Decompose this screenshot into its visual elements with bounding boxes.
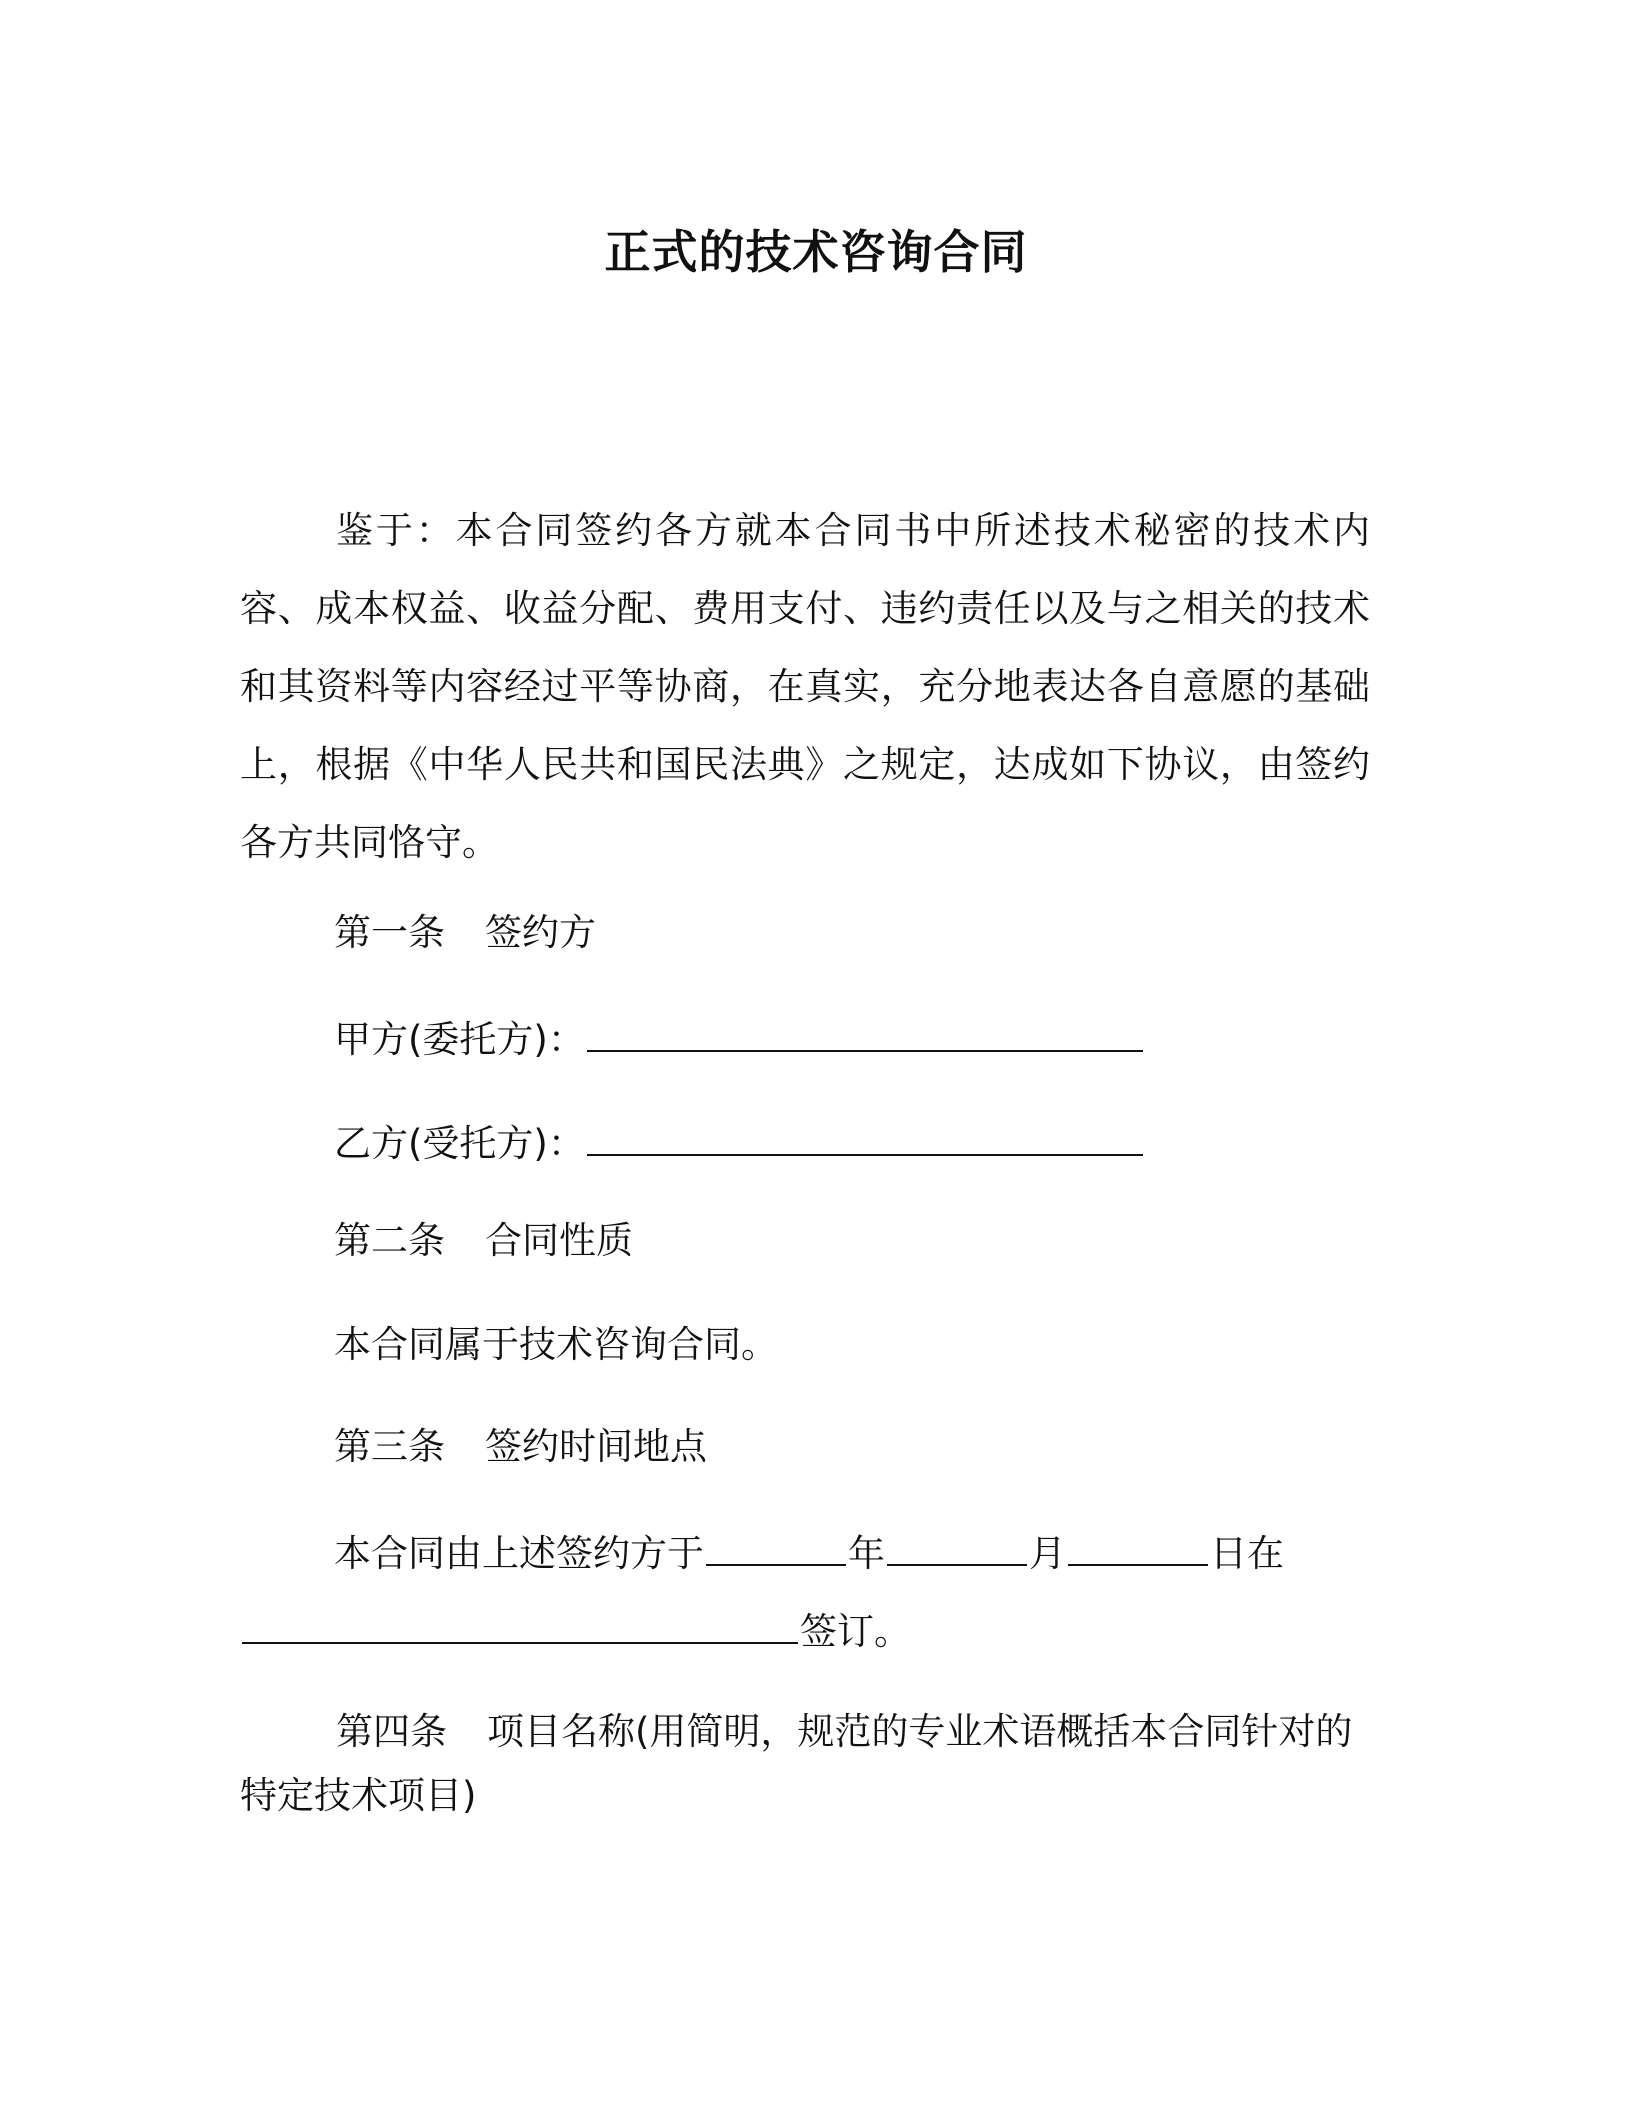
day-label: 日在 (1210, 1532, 1284, 1575)
party-a-label: 甲方(委托方)： (334, 1018, 585, 1061)
signing-prefix: 本合同由上述签约方于 (334, 1532, 704, 1575)
party-a-blank (587, 1012, 1143, 1052)
article-2-number: 第二条 (334, 1219, 445, 1262)
day-blank (1068, 1526, 1208, 1566)
place-blank (242, 1604, 798, 1644)
article-4-heading (240, 1700, 1370, 1828)
party-b-blank (587, 1116, 1143, 1156)
year-blank (706, 1526, 846, 1566)
preamble-paragraph: 鉴于：本合同签约各方就本合同书中所述技术秘密的技术内容、成本权益、收益分配、费用支付、违约责任以及与之相关的技术和其资料等内容经过平等协商，在真实，充分地表达各自意愿的基础上，根据《中华人民共和国民法典》之规定，达成如下协议，由签约各方共同恪守。 (240, 509, 1370, 864)
month-label: 月 (1029, 1532, 1066, 1575)
article-3-number: 第三条 (334, 1425, 445, 1468)
article-3-title: 签约时间地点 (485, 1425, 707, 1468)
article-1-number: 第一条 (334, 911, 445, 954)
article-1-heading (334, 908, 596, 958)
year-label: 年 (848, 1532, 885, 1575)
article-2-body: 本合同属于技术咨询合同。 (334, 1323, 778, 1366)
party-b-line (334, 1116, 1145, 1169)
party-b-label: 乙方(受托方)： (334, 1122, 585, 1165)
article-4-number: 第四条 (336, 1710, 447, 1753)
month-blank (887, 1526, 1027, 1566)
article-3-body-line-2 (240, 1604, 911, 1657)
signing-suffix: 签订。 (800, 1610, 911, 1653)
document-title: 正式的技术咨询合同 (604, 225, 1028, 279)
article-1-title: 签约方 (485, 911, 596, 954)
article-4-title: 项目名称(用简明，规范的专业术语概括本合同针对的特定技术项目) (240, 1710, 1353, 1817)
article-2-heading (334, 1216, 633, 1266)
article-3-body-line-1 (334, 1526, 1284, 1579)
article-3-heading (334, 1422, 707, 1472)
party-a-line (334, 1012, 1145, 1065)
article-2-title: 合同性质 (485, 1219, 633, 1262)
